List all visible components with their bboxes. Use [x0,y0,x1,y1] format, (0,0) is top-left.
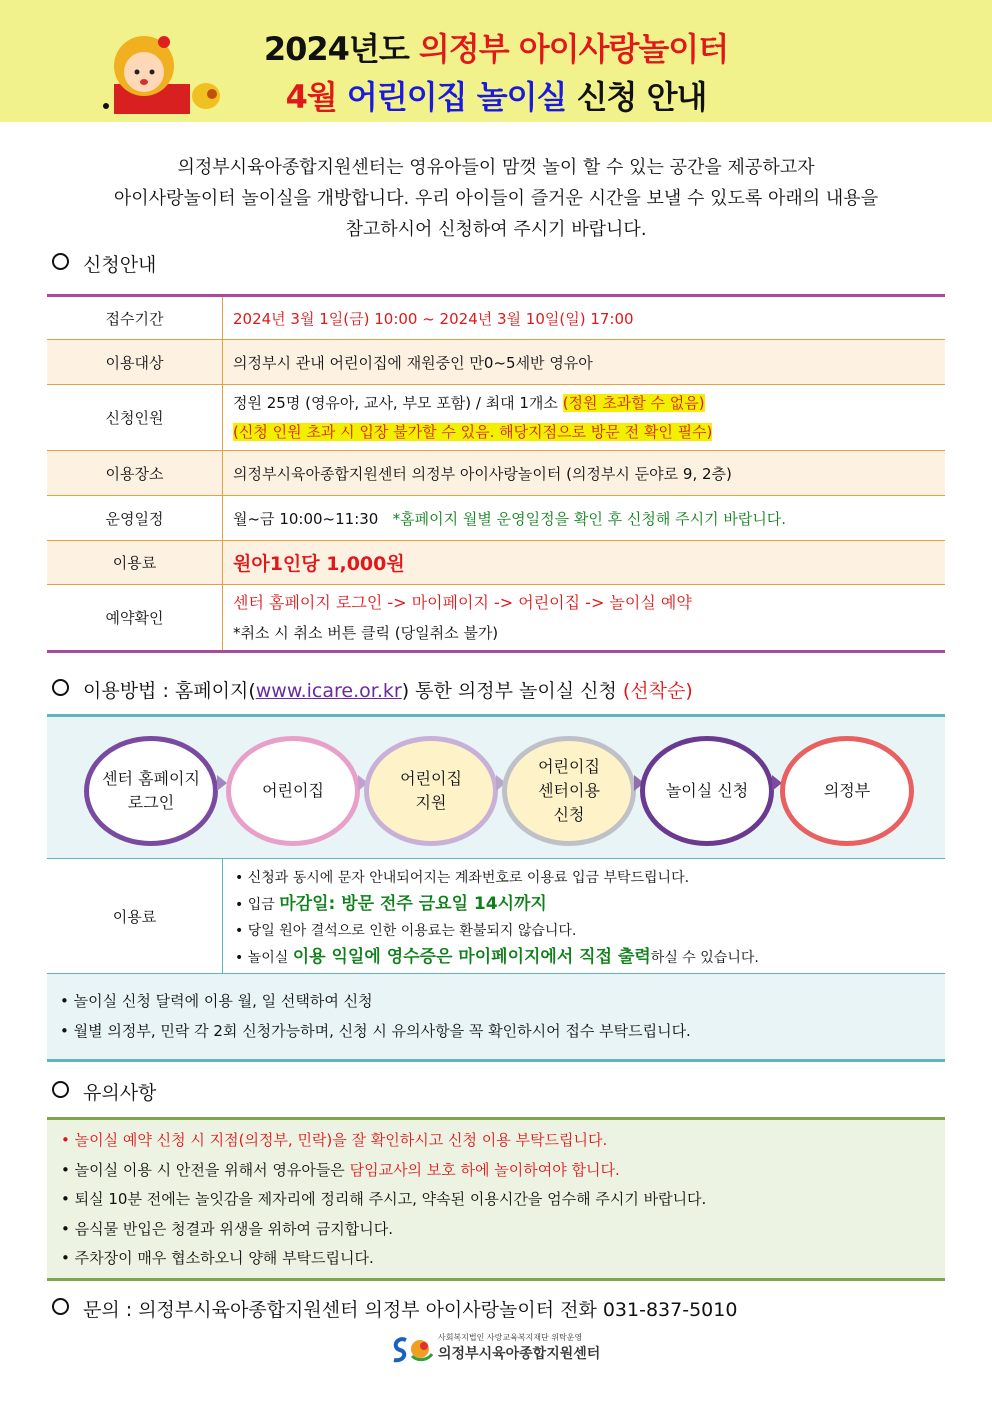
list-item: • 놀이실 예약 신청 시 지점(의정부, 민락)을 잘 확인하시고 신청 이용 부탁드립니다. [61,1131,608,1149]
title-playroom: 놀이실 [476,78,567,116]
confirm-value: 센터 홈페이지 로그인 -> 마이페이지 -> 어린이집 -> 놀이실 예약 [233,592,692,612]
table-row [47,385,945,451]
circle-bullet-icon [52,253,69,270]
people-cell [223,385,946,451]
place-value: 의정부시육아종합지원센터 의정부 아이사랑놀이터 (의정부시 둔야로 9, 2층) [223,451,946,496]
circle-bullet-icon [52,1081,69,1098]
period-label: 접수기간 [47,296,223,340]
footer-logo [390,1332,620,1366]
list-item: • 음식물 반입은 청결과 위생을 위하여 금지합니다. [61,1219,394,1238]
target-label: 이용대상 [47,340,223,385]
table-row [47,296,945,340]
schedule-value: 월~금 10:00~11:30 [233,509,379,528]
table-row [47,451,945,496]
table-row [47,496,945,541]
title-line-2 [0,72,992,118]
confirm-note: *취소 시 취소 버튼 클릭 (당일취소 불가) [233,623,499,642]
intro-line: 아이사랑놀이터 놀이실을 개방합니다. 우리 아이들이 즐거운 시간을 보낼 수 있도록 아래의 내용을 [113,188,879,209]
apply-info-table [47,294,945,653]
flow-step-center-apply: 어린이집 센터이용 신청 [502,736,636,846]
place-label: 이용장소 [47,451,223,496]
homepage-link[interactable]: www.icare.or.kr [255,680,402,702]
header-banner [0,0,992,122]
target-value: 의정부시 관내 어린이집에 재원중인 만0~5세반 영유아 [223,340,946,385]
schedule-label: 운영일정 [47,496,223,541]
contact-info: 문의 : 의정부시육아종합지원센터 의정부 아이사랑놀이터 전화 031-837-5010 [52,1295,737,1322]
notice-box [47,1117,945,1281]
list-item: • 놀이실 이용 익일에 영수증은 마이페이지에서 직접 출력하실 수 있습니다. [235,947,759,967]
section-method-heading: 이용방법 : 홈페이지(www.icare.or.kr) 통한 의정부 놀이실 신청 (선착순) [52,676,693,703]
title-center-name: 의정부 아이사랑놀이터 [418,30,729,68]
first-come-note: (선착순) [622,680,693,702]
circle-bullet-icon [52,679,69,696]
list-item: • 당일 원아 결석으로 인한 이용료는 환불되지 않습니다. [235,923,577,939]
method-notes [60,986,940,1046]
section-apply-heading: 신청안내 [52,250,156,277]
deadline-note: 마감일: 방문 전주 금요일 14시까지 [279,894,547,914]
circle-bullet-icon [52,1298,69,1315]
schedule-note: *홈페이지 월별 운영일정을 확인 후 신청해 주시기 바랍니다. [392,509,787,528]
people-value: 정원 25명 (영유아, 교사, 부모 포함) / 최대 1개소 [233,393,558,412]
period-value: 2024년 3월 1일(금) 10:00 ~ 2024년 3월 10일(일) 17:00 [223,296,946,340]
title-rest: 신청 안내 [576,78,707,116]
intro-text [40,152,952,245]
list-item: • 퇴실 10분 전에는 놀잇감을 제자리에 정리해 주시고, 약속된 이용시간을 엄수해 주시기 바랍니다. [61,1190,707,1208]
list-item: • 신청과 동시에 문자 안내되어지는 계좌번호로 이용료 입금 부탁드립니다. [235,870,690,886]
fee-box-items [235,865,935,971]
fee-info-box [47,858,945,974]
schedule-cell [223,496,946,541]
confirm-cell [223,585,946,652]
table-row [47,340,945,385]
table-row [47,585,945,652]
confirm-label: 예약확인 [47,585,223,652]
list-item: • 놀이실 이용 시 안전을 위해서 영유아들은 담임교사의 보호 하에 놀이하여야 합니다. [61,1160,620,1179]
people-note-1: (정원 초과할 수 없음) [562,393,705,412]
list-item: • 놀이실 신청 달력에 이용 월, 일 선택하여 신청 [60,992,373,1010]
receipt-note: 이용 익일에 영수증은 마이페이지에서 직접 출력 [292,947,651,967]
teacher-supervision-note: 담임교사의 보호 하에 놀이하여야 합니다. [349,1160,620,1179]
section-notice-heading: 유의사항 [52,1078,156,1105]
people-label: 신청인원 [47,385,223,451]
title-month: 4월 [285,78,337,116]
title-year: 2024년도 [263,30,409,68]
fee-box-label: 이용료 [47,859,223,973]
footer-center-name: 의정부시육아종합지원센터 [438,1346,601,1362]
intro-line: 의정부시육아종합지원센터는 영유아들이 맘껏 놀이 할 수 있는 공간을 제공하고자 [177,157,815,178]
people-note-2: (신청 인원 초과 시 입장 불가할 수 있음. 해당지점으로 방문 전 확인 필수) [233,422,713,441]
notice-items [61,1126,931,1274]
list-item: • 주차장이 매우 협소하오니 양해 부탁드립니다. [61,1249,374,1267]
flow-step-playroom-apply: 놀이실 신청 [640,736,774,846]
list-item: • 월별 의정부, 민락 각 2회 신청가능하며, 신청 시 유의사항을 꼭 확인하시어 접수 부탁드립니다. [60,1022,691,1040]
footer-operator: 사회복지법인 사랑교육복지재단 위탁운영 [438,1333,583,1342]
fee-value: 원아1인당 1,000원 [223,541,946,585]
flow-step-daycare: 어린이집 [226,736,360,846]
title-daycare: 어린이집 [346,78,467,116]
list-item: • 입금 마감일: 방문 전주 금요일 14시까지 [235,894,547,914]
center-logo-icon [390,1334,434,1364]
flow-step-uijeongbu: 의정부 [780,736,914,846]
title-line-1 [0,24,992,70]
intro-line: 참고하시어 신청하여 주시기 바랍니다. [345,219,647,240]
flow-step-login: 센터 홈페이지 로그인 [84,736,218,846]
flow-step-support: 어린이집 지원 [364,736,498,846]
table-row [47,541,945,585]
fee-label: 이용료 [47,541,223,585]
